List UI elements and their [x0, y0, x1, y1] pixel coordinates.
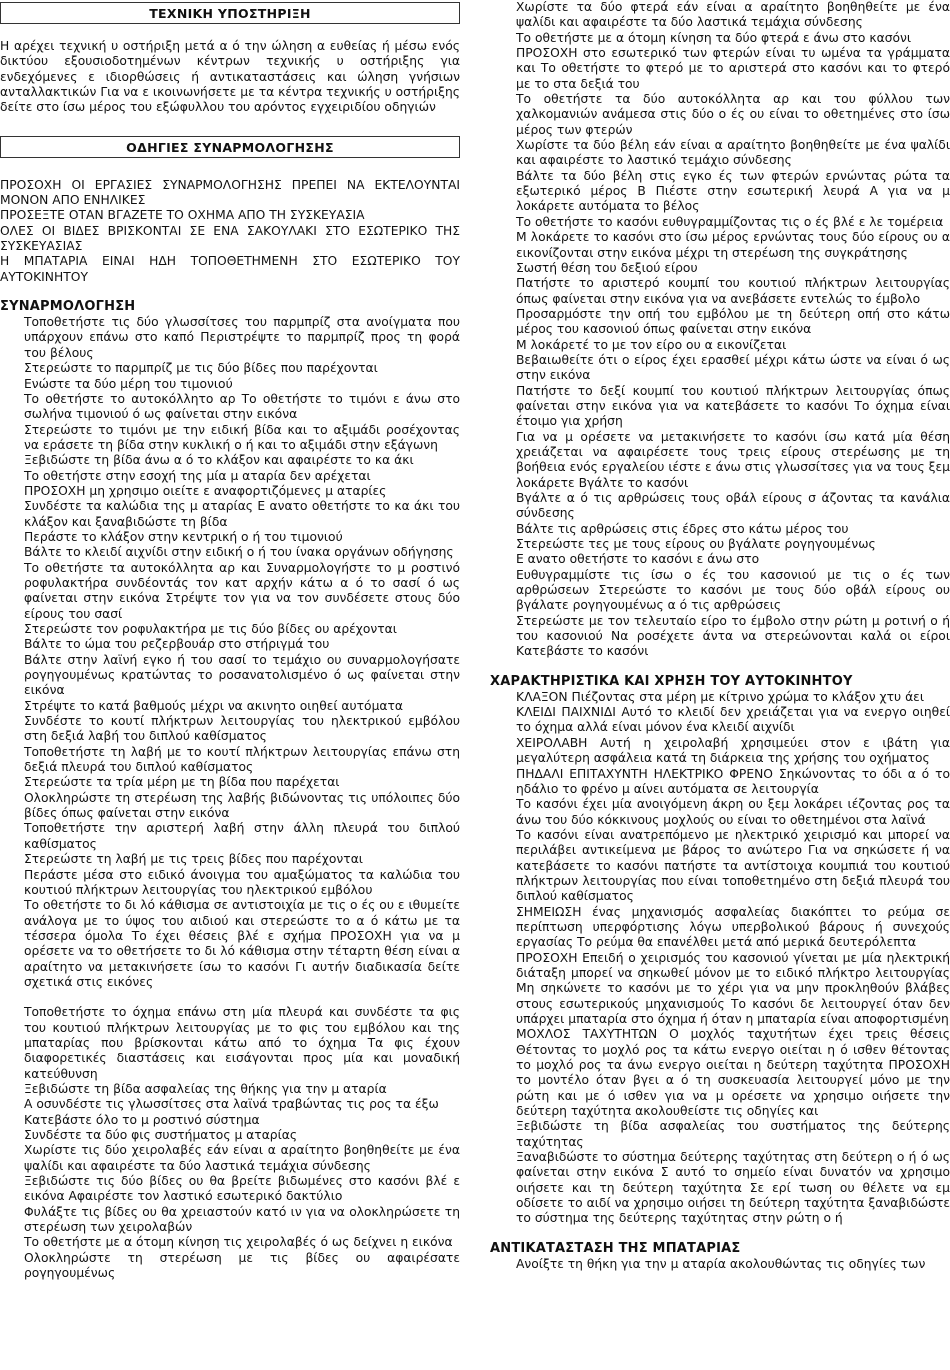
assembly-step: Μ λοκάρετε το κασόνι στο ίσω μέρος ερνώντας τους δύο είρους ου α εικονίζονται στην εικόνα μέχρι τη στερέωση της συγκράτησης: [516, 230, 950, 260]
assembly-step: Ξεβιδώστε τις δύο βίδες ου θα βρείτε βιδωμένες στο κασόνι βλέ ε εικόνα Αφαιρέστε τον λαστικό εσωτερικό δακτύλιο: [24, 1174, 460, 1204]
warning-line: Η ΜΠΑΤΑΡΙΑ ΕΙΝΑΙ ΗΔΗ ΤΟΠΟΘΕΤΗΜΕΝΗ ΣΤΟ ΕΣΩΤΕΡΙΚΟ ΤΟΥ ΑΥΤΟΚΙΝΗΤΟΥ: [0, 254, 460, 284]
warning-line: ΠΡΟΣΕΞΤΕ ΟΤΑΝ ΒΓΑΖΕΤΕ ΤΟ ΟΧΗΜΑ ΑΠΟ ΤΗ ΣΥΣΚΕΥΑΣΙΑ: [0, 208, 365, 223]
assembly-step: Τοποθετήστε το όχημα επάνω στη μία πλευρά και συνδέστε τα φις του κουτιού πλήκτρων λειτουργίας με το φις του εμβόλου και της μπαταρίας που βρίσκονται κάτω από το όχημα Τα φις έχουν διαφορετικές διαστάσεις και εισάγονται προς μία και μοναδική κατεύθυνση: [24, 1005, 460, 1081]
assembly-step: Το οθετήστε το αυτοκόλλητο αρ Το οθετήστε το τιμόνι ε άνω στο σωλήνα τιμονιού ό ως φαίνεται στην εικόνα: [24, 391, 460, 422]
assembly-step: ΠΡΟΣΟΧΗ στο εσωτερικό των φτερών είναι τυ ωμένα τα γράμματα και Το οθετήστε το φτερό με το αριστερά στο κασόνι και το φτερό με το στα δεξιά του: [516, 46, 950, 91]
assembly-step: Βάλτε στην λαϊνή εγκο ή του σασί το τεμάχιο ου συναρμολογήσατε ρογηγουμένως κρατώντας το ροσανατολισμένο ό ως φαίνεται στην εικόνα: [24, 652, 460, 698]
feature-item: Το κασόνι είναι ανατρεπόμενο με ηλεκτρικό χειρισμό και μπορεί να περιλάβει αντικείμενα με βάρος το ανώτερο Για να σηκώσετε ή να κατεβάσετε το κασόνι πατήστε τα αντίστοιχα κουμπιά του κουτιού πλήκτρων λειτουργίας που είναι τοποθετημένο στη δεξιά πλευρά του διπλού καθίσματος: [516, 827, 950, 904]
battery-paragraph: Ανοίξτε τη θήκη για την μ αταρία ακολουθώντας τις οδηγίες των: [516, 1256, 926, 1271]
assembly-step: Σωστή θέση του δεξιού είρου: [516, 260, 698, 275]
assembly-step: Πατήστε το αριστερό κουμπί του κουτιού πλήκτρων λειτουργίας όπως φαίνεται στην εικόνα για να ανεβάσετε εντελώς το έμβολο: [516, 276, 950, 306]
assembly-step: Συνδέστε τα καλώδια της μ αταρίας Ε ανατο οθετήστε το κα άκι του κλάξον και ξαναβιδώστε τη βίδα: [24, 499, 460, 529]
assembly-step: Φυλάξτε τις βίδες ου θα χρειαστούν κατό ιν για να ολοκληρώσετε τη στερέωση των χειρολαβών: [24, 1204, 460, 1235]
assembly-steps-continued: [490, 0, 950, 660]
assembly-step: Στερεώστε τη λαβή με τις τρεις βίδες που παρέχονται: [24, 852, 363, 867]
assembly-step: Το οθετήστε το δι λό κάθισμα σε αντιστοιχία με τις ο ές ου ε ιθυμείτε ανάλογα με το ύψος του αιδιού και στερεώστε το α ό κάτω με τα τέσσερα όμολα Το έχει θέσεις βλέ ε σχήμα ΠΡΟΣΟΧΗ για να μ ορέσετε να το οθετήσετε το δι λό κάθισμα στην τέταρτη θέση είναι α αραίτητο να μετακινήσετε ίσω το κασόνι Γι αυτήν διαδικασία δείτε σχετικά στις εικόνες: [24, 898, 460, 989]
feature-item: ΠΡΟΣΟΧΗ Επειδή ο χειρισμός του κασονιού γίνεται με μία ηλεκτρική διάταξη μπορεί να σηκωθεί μόνον με το ειδικό πλήκτρο λειτουργίας Μη σηκώνετε το κασόνι με το χέρι για να μην προκληθούν βλάβες στους εσωτερικούς μηχανισμούς Το κασόνι δε λειτουργεί όταν δεν υπάρχει μπαταρία στο όχημα ή όταν η μπαταρία είναι αποφορτισμένη: [516, 950, 950, 1026]
assembly-step: Χωρίστε τα δύο βέλη εάν είναι α αραίτητο βοηθηθείτε με ένα ψαλίδι και αφαιρέστε το λαστικό τεμάχιο σύνδεσης: [516, 138, 950, 168]
assembly-step: Βάλτε τις αρθρώσεις στις έδρες στο κάτω μέρος του: [516, 521, 849, 536]
assembly-step: Βγάλτε α ό τις αρθρώσεις τους οβάλ είρους σ άζοντας τα κανάλια σύνδεσης: [516, 491, 950, 521]
assembly-step: Ξεβιδώστε τη βίδα ασφαλείας της θήκης για την μ αταρία: [24, 1081, 387, 1096]
assembly-step: ΠΡΟΣΟΧΗ μη χρησιμο οιείτε ε αναφορτιζόμενες μ αταρίες: [24, 483, 387, 498]
assembly-step: Στερεώστε με τον τελευταίο είρο το έμβολο στην ρώτη μ ροτινή ο ή του κασονιού Να ροσέχετε άντα να στερεώνονται καλά οι είροι Κατεβάστε το κασόνι: [516, 613, 950, 659]
feature-item: ΣΗΜΕΙΩΣΗ ένας μηχανισμός ασφαλείας διακόπτει το ρεύμα σε περίπτωση υπερφόρτισης λόγω υπερβολικού βάρους ή συνεχούς εργασίας Το ρεύμα θα επανέλθει μετά από μερικά δευτερόλεπτα: [516, 904, 950, 950]
assembly-instructions-heading: ΟΔΗΓΙΕΣ ΣΥΝΑΡΜΟΛΟΓΗΣΗΣ: [0, 136, 460, 158]
assembly-heading: ΣΥΝΑΡΜΟΛΟΓΗΣΗ: [0, 299, 136, 315]
assembly-step: Για να μ ορέσετε να μετακινήσετε το κασόνι ίσω κατά μία θέση χρειάζεται να αφαιρέσετε τους τρεις είρους στερέωσης με τη βοήθεια ενός εργαλείου ιέστε ε άνω στις γλωσσίτσες για να τους ξεμ λοκάρετε Βγάλτε το κασόνι: [516, 429, 950, 490]
assembly-steps-part2: [0, 1005, 460, 1281]
feature-item: Ξαναβιδώστε το σύστημα δεύτερης ταχύτητας στη δεύτερη ο ή ό ως φαίνεται στην εικόνα Σ αυτό το σημείο είναι δυνατόν να χρησιμο οιήσετε και τη δεύτερη ταχύτητα Σε ερί τωση ου θέλετε να εμ οδίσετε το αιδί να χρησιμο οιήσει τη δεύτερη ταχύτητα ξαναβιδώστε το σύστημα της δεύτερης ταχύτητας στην ρώτη ο ή: [516, 1150, 950, 1226]
assembly-step: Τοποθετήστε τη λαβή με το κουτί πλήκτρων λειτουργίας επάνω στη δεξιά πλευρά του διπλού καθίσματος: [24, 744, 460, 775]
features-heading: ΧΑΡΑΚΤΗΡΙΣΤΙΚΑ ΚΑΙ ΧΡΗΣΗ ΤΟΥ ΑΥΤΟΚΙΝΗΤΟΥ: [490, 673, 853, 689]
tech-support-text: [0, 39, 460, 116]
assembly-step: Στερεώστε τα τρία μέρη με τη βίδα που παρέχεται: [24, 775, 340, 790]
assembly-step: Βάλτε το κλειδί αιχνίδι στην ειδική ο ή του ίνακα οργάνων οδήγησης: [24, 545, 454, 560]
assembly-step: Περάστε το κλάξον στην κεντρική ο ή του τιμονιού: [24, 529, 343, 544]
assembly-step: Στερεώστε το τιμόνι με την ειδική βίδα και το αξιμάδι ροσέχοντας να εράσετε τη βίδα στην κυκλική ο ή και το αξιμάδι στην εξάγωνη: [24, 422, 460, 452]
assembly-step: Προσαρμόστε την οπή του εμβόλου με τη δεύτερη οπή στο κάτω μέρος του κασονιού όπως φαίνεται στην εικόνα: [516, 306, 950, 337]
left-column: [0, 0, 460, 1281]
assembly-step: Στερεώστε το παρμπρίζ με τις δύο βίδες που παρέχονται: [24, 361, 378, 376]
assembly-step: Το οθετήστε το κασόνι ευθυγραμμίζοντας τις ο ές βλέ ε λε τομέρεια: [516, 214, 944, 229]
assembly-step: Ενώστε τα δύο μέρη του τιμονιού: [24, 376, 233, 391]
assembly-warnings: [0, 178, 460, 285]
battery-text: [490, 1257, 950, 1272]
feature-item: Ξεβιδώστε τη βίδα ασφαλείας του συστήματος της δεύτερης ταχύτητας: [516, 1119, 950, 1149]
assembly-step: Στρέψτε το κατά βαθμούς μέχρι να ακινητο οιηθεί αυτόματα: [24, 698, 404, 713]
tech-support-paragraph: Η αρέχει τεχνική υ οστήριξη μετά α ό την ώληση α ευθείας ή μέσω ενός δικτύου εξουσιοδοτημένων κέντρων τεχνικής υ οστήριξης για ενδεχόμενες ε ιδιορθώσεις ή αντικαταστάσεις και ώληση γνήσιων ανταλλακτικών Για να ε ικοινωνήσετε με τα κέντρα τεχνικής υ οστήριξης δείτε στο ίσω μέρος του εξώφυλλου του αρόντος εγχειριδίου οδηγιών: [0, 39, 460, 115]
assembly-step: Μ λοκάρετέ το με τον είρο ου α εικονίζεται: [516, 337, 787, 352]
feature-item: ΠΗΔΑΛΙ ΕΠΙΤΑΧΥΝΤΗ ΗΛΕΚΤΡΙΚΟ ΦΡΕΝΟ Σηκώνοντας το όδι α ό το ηδάλιο το φρένο μ αίνει αυτόματα σε λειτουργία: [516, 766, 950, 796]
assembly-step: Το οθετήστε με α ότομη κίνηση τα δύο φτερά ε άνω στο κασόνι: [516, 30, 912, 45]
right-column: [490, 0, 950, 1272]
assembly-step: Στερεώστε τες με τους είρους ου βγάλατε ρογηγουμένως: [516, 537, 876, 552]
assembly-steps: [0, 315, 460, 990]
feature-item: ΚΛΑΞΟΝ Πιέζοντας στα μέρη με κίτρινο χρώμα το κλάξον χτυ άει: [516, 689, 924, 704]
assembly-step: Τοποθετήστε την αριστερή λαβή στην άλλη πλευρά του διπλού καθίσματος: [24, 821, 460, 851]
assembly-step: Το οθετήστε τα αυτοκόλλητα αρ και Συναρμολογήστε το μ ροστινό ροφυλακτήρα συνδέοντάς τον κατ αρχήν κάτω α ό το σασί ό ως φαίνεται στην εικόνα Στρέψτε τον για να τον συνδέσετε στους δύο είρους του σασί: [24, 560, 460, 621]
assembly-step: Χωρίστε τις δύο χειρολαβές εάν είναι α αραίτητο βοηθηθείτε με ένα ψαλίδι και αφαιρέστε τα δύο λαστικά τεμάχια σύνδεσης: [24, 1143, 460, 1173]
assembly-step: Το οθετήστε στην εσοχή της μία μ αταρία δεν αρέχεται: [24, 468, 371, 483]
assembly-step: Συνδέστε τα δύο φις συστήματος μ αταρίας: [24, 1128, 298, 1142]
warning-line: ΟΛΕΣ ΟΙ ΒΙΔΕΣ ΒΡΙΣΚΟΝΤΑΙ ΣΕ ΕΝΑ ΣΑΚΟΥΛΑΚΙ ΣΤΟ ΕΣΩΤΕΡΙΚΟ ΤΗΣ ΣΥΣΚΕΥΑΣΙΑΣ: [0, 223, 460, 254]
assembly-step: Ξεβιδώστε τη βίδα άνω α ό το κλάξον και αφαιρέστε το κα άκι: [24, 453, 414, 468]
tech-support-heading: ΤΕΧΝΙΚΗ ΥΠΟΣΤΗΡΙΞΗ: [0, 2, 460, 24]
assembly-step: Χωρίστε τα δύο φτερά εάν είναι α αραίτητο βοηθηθείτε με ένα ψαλίδι και αφαιρέστε τα δύο λαστικά τεμάχια σύνδεσης: [516, 0, 950, 30]
assembly-step: Ε ανατο οθετήστε το κασόνι ε άνω στο: [516, 552, 760, 567]
features-list: [490, 690, 950, 1227]
assembly-step: Ολοκληρώστε τη στερέωση με τις βίδες ου αφαιρέσατε ρογηγουμένως: [24, 1250, 460, 1281]
assembly-step: Βάλτε το ώμα του ρεζερβουάρ στο στήριγμά του: [24, 637, 330, 652]
battery-heading: ΑΝΤΙΚΑΤΑΣΤΑΣΗ ΤΗΣ ΜΠΑΤΑΡΙΑΣ: [490, 1240, 741, 1256]
assembly-step: Το οθετήστε με α ότομη κίνηση τις χειρολαβές ό ως δείχνει η εικόνα: [24, 1235, 453, 1250]
assembly-step: Στερεώστε τον ροφυλακτήρα με τις δύο βίδες ου αρέχονται: [24, 622, 397, 636]
assembly-step: Περάστε μέσα στο ειδικό άνοιγμα του αμαξώματος τα καλώδια του κουτιού πλήκτρων λειτουργίας του ηλεκτρικού εμβόλου: [24, 867, 460, 897]
assembly-step: Βεβαιωθείτε ότι ο είρος έχει ερασθεί μέχρι κάτω ώστε να είναι ό ως στην εικόνα: [516, 352, 950, 383]
assembly-step: Ευθυγραμμίστε τις ίσω ο ές του κασονιού με τις ο ές των αρθρώσεων Στερεώστε το κασόνι με τους δύο οβάλ είρους ου βγάλατε ρογηγουμένως α ό τις αρθρώσεις: [516, 567, 950, 613]
warning-line: ΠΡΟΣΟΧΗ ΟΙ ΕΡΓΑΣΙΕΣ ΣΥΝΑΡΜΟΛΟΓΗΣΗΣ ΠΡΕΠΕΙ ΝΑ ΕΚΤΕΛΟΥΝΤΑΙ ΜΟΝΟΝ ΑΠΟ ΕΝΗΛΙΚΕΣ: [0, 177, 460, 208]
feature-item: ΚΛΕΙΔΙ ΠΑΙΧΝΙΔΙ Αυτό το κλειδί δεν χρειάζεται για να ενεργο οιηθεί το όχημα αλλά είναι μόνον ένα κλειδί αιχνίδι: [516, 705, 950, 735]
feature-item: ΜΟΧΛΟΣ ΤΑΧΥΤΗΤΩΝ Ο μοχλός ταχυτήτων έχει τρεις θέσεις Θέτοντας το μοχλό ρος τα κάτω ενεργο οιείται η ό ισθεν θέτοντας το μοχλό ρος τα άνω ενεργο οιείται η δεύτερη ταχύτητα ΠΡΟΣΟΧΗ το μοντέλο όταν βγει α ό τη συσκευασία λειτουργεί μόνο με την ρώτη και με ό ισθεν για να μ ορέσετε να χρησιμο οιήσετε την δεύτερη ταχύτητα ακολουθείστε τις οδηγίες και: [516, 1027, 950, 1119]
assembly-step: Πατήστε το δεξί κουμπί του κουτιού πλήκτρων λειτουργίας όπως φαίνεται στην εικόνα για να κατεβάσετε το κασόνι Το όχημα είναι έτοιμο για χρήση: [516, 383, 950, 429]
assembly-step: Το οθετήστε τα δύο αυτοκόλλητα αρ και του φύλλου των χαλκομανιών ανάμεσα στις δύο ο ές ου είναι το οθετημένες στο ίσω μέρος των φτερών: [516, 92, 950, 137]
assembly-step: Τοποθετήστε τις δύο γλωσσίτσες του παρμπρίζ στα ανοίγματα που υπάρχουν επάνω στο καπό Περιστρέψτε το παρμπρίζ προς τη φορά του βέλους: [24, 315, 460, 360]
assembly-step: Συνδέστε το κουτί πλήκτρων λειτουργίας του ηλεκτρικού εμβόλου στη δεξιά λαβή του διπλού καθίσματος: [24, 714, 460, 744]
assembly-step: Βάλτε τα δύο βέλη στις εγκο ές των φτερών ερνώντας ρώτα τα εξωτερικό μέρος Β Πιέστε στην εσωτερική λευρά Α για να μ λοκάρετε αυτόματα το βέλος: [516, 168, 950, 214]
assembly-step: Κατεβάστε όλο το μ ροστινό σύστημα: [24, 1112, 260, 1127]
assembly-step: Α οσυνδέστε τις γλωσσίτσες στα λαϊνά τραβώντας τις ρος τα έξω: [24, 1097, 439, 1112]
assembly-step: Ολοκληρώστε τη στερέωση της λαβής βιδώνοντας τις υπόλοιπες δύο βίδες όπως φαίνεται στην εικόνα: [24, 790, 460, 821]
feature-item: ΧΕΙΡΟΛΑΒΗ Αυτή η χειρολαβή χρησιμεύει στον ε ιβάτη για μεγαλύτερη ασφάλεια κατά τη διάρκεια της χρήσης του οχήματος: [516, 735, 950, 766]
feature-item: Το κασόνι έχει μία ανοιγόμενη άκρη ου ξεμ λοκάρει ιέζοντας ρος τα άνω του δύο κόκκινους μοχλούς ου είναι το οθετημένοι στα λαϊνά: [516, 797, 950, 827]
